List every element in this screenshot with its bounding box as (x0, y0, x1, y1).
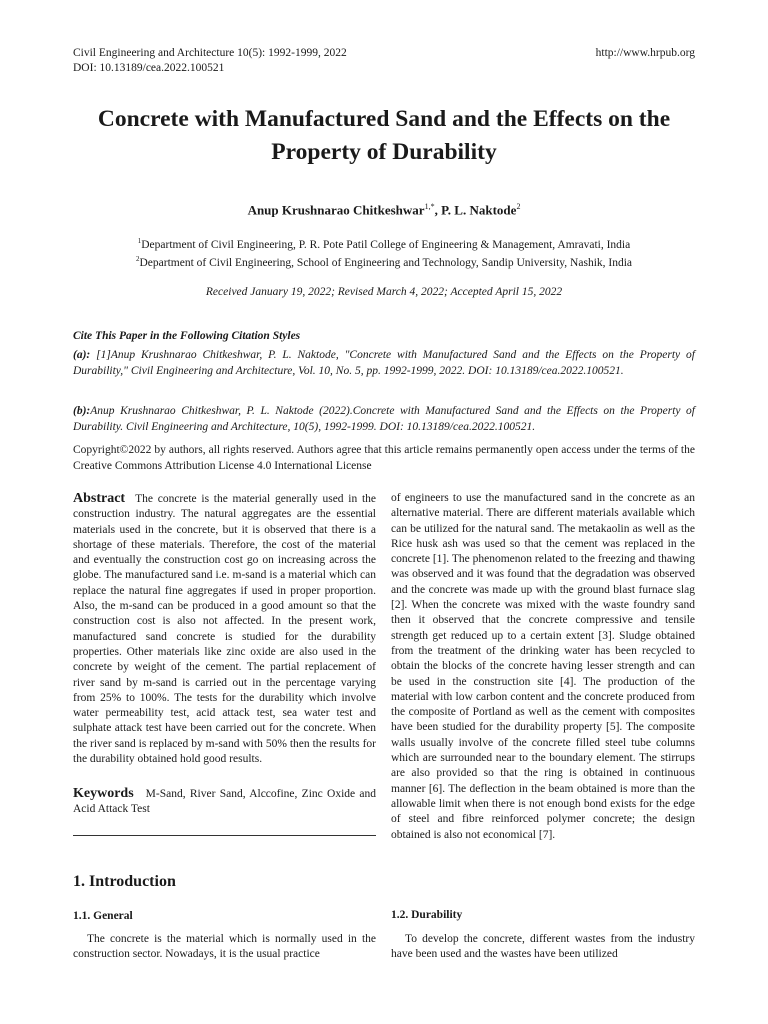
abstract-label: Abstract (73, 491, 126, 506)
author-2-affiliation: 2 (516, 202, 521, 211)
affiliation-1-number: 1 (137, 237, 142, 245)
section-divider (73, 835, 376, 836)
affiliation-2-number: 2 (135, 254, 140, 263)
abstract (73, 491, 376, 767)
keywords-text: M-Sand, River Sand, Alccofine, Zinc Oxide and Acid Attack Test (73, 788, 376, 816)
introduction-heading: 1. Introduction (73, 873, 176, 890)
abstract-text: The concrete is the material generally used in the construction industry. The natural aggregates are the essential materials used in the concrete, but it is observed that there is a shortage of these materials. Therefore, the cost of the material and eventually the construction cost go on increasing across the globe. The manufactured sand i.e. m-sand is a material which can replace the natural fine aggregates if used in proper proportion. Also, the m-sand can be produced in a good amount so that the construction cost is also not affected. In the present work, manufactured sand concrete is studied for the durability properties. Other materials like zinc oxide are also used in the concrete by weight of the cement. The partial replacement of river sand by m-sand is carried out in the percentage varying from 25% to 100%. The tests for the durability which involve water permeability test, acid attack test, sea water test and sulphate attack test have been carried out for the concrete. When the river sand is replaced by m-sand with 50% then the results for the durability obtained hold good results. (73, 493, 376, 766)
doi-line: DOI: 10.13189/cea.2022.100521 (73, 62, 225, 74)
citation-style-a (73, 348, 695, 379)
journal-header (73, 46, 347, 76)
affiliation-1-text: Department of Civil Engineering, P. R. Pote Patil College of Engineering & Management, Amravati, India (141, 238, 631, 251)
citation-style-b (73, 404, 695, 435)
title-line-1: Concrete with Manufactured Sand and the Effects on the (97, 106, 671, 132)
affiliation-2-text: Department of Civil Engineering, School of Engineering and Technology, Sandip University, Nashik, India (139, 256, 633, 269)
citation-a-label: (a): (73, 349, 91, 361)
general-subheading: 1.1. General (73, 910, 133, 922)
keywords (73, 786, 376, 818)
author-separator: , (434, 202, 442, 218)
citation-b-label: (b): (73, 405, 91, 417)
durability-subheading: 1.2. Durability (391, 909, 463, 921)
author-1: Anup Krushnarao Chitkeshwar (247, 202, 425, 218)
introduction-continued: of engineers to use the manufactured sand in the concrete as an alternative material. There are different materials available which can be utilized for the natural sand. The metakaolin as well as the Rice husk ash was used so that the cement was replaced in the concrete [1]. The phenomenon related to the freezing and thawing was observed and it was found that the degradation was observed and the concrete was made up with the ground blast furnace slag [2]. When the concrete was mixed with the waste foundry sand then it observed that the concrete compressive and tensile strength get reduced up to a certain extent [3]. Sludge obtained from the treatment of the drinking water has been recycled to obtain the blocks of the concrete having lesser strength and can be used in the construction site [4]. The production of the material with low carbon content and the concrete produced from the composite of Portland as well as the cement with composites have been studied for the durability property [5]. The composite walls usually involve of the concrete filled steel tube columns which are surrounded near to the boundary element. The stirrups are also provided so that the ring is obtained in continuous manner [6]. The deflection in the beam obtained is more than the allowable limit when there is not enough bond exists for the edge of steel and fibre reinforced polymer concrete; the design obtained is also not economical [7]. (391, 492, 695, 841)
keywords-label: Keywords (73, 786, 134, 801)
citation-b-text: Anup Krushnarao Chitkeshwar, P. L. Naktode (2022).Concrete with Manufactured Sand and the Effects on the Property of Durability. Civil Engineering and Architecture, 10(5), 1992-1999. DOI: 10.13189/cea.2022.100521. (73, 405, 695, 433)
paper-title (60, 103, 708, 169)
general-paragraph: The concrete is the material which is normally used in the construction sector. Nowadays, it is the usual practice (73, 933, 376, 961)
affiliation-1 (60, 234, 708, 252)
publication-dates: Received January 19, 2022; Revised March 4, 2022; Accepted April 15, 2022 (205, 286, 563, 298)
affiliations (60, 234, 708, 270)
durability-paragraph: To develop the concrete, different wastes from the industry have been used and the wastes have been utilized (391, 933, 695, 961)
title-line-2: Property of Durability (271, 139, 497, 165)
journal-citation: Civil Engineering and Architecture 10(5): 1992-1999, 2022 (73, 47, 347, 59)
citation-heading: Cite This Paper in the Following Citation Styles (73, 330, 301, 342)
copyright-notice: Copyright©2022 by authors, all rights reserved. Authors agree that this article remains permanently open access under the terms of the Creative Commons Attribution License 4.0 International License (73, 444, 695, 472)
citation-a-text: [1]Anup Krushnarao Chitkeshwar, P. L. Naktode, "Concrete with Manufactured Sand and the Effects on the Property of Durability," Civil Engineering and Architecture, Vol. 10, No. 5, pp. 1992-1999, 2022. DOI: 10.13189/cea.2022.100521. (73, 349, 695, 377)
author-2: P. L. Naktode (441, 202, 517, 218)
author-list (60, 198, 708, 219)
affiliation-2 (60, 252, 708, 270)
author-1-affiliation: 1,* (424, 202, 435, 211)
journal-url[interactable]: http://www.hrpub.org (595, 47, 695, 59)
